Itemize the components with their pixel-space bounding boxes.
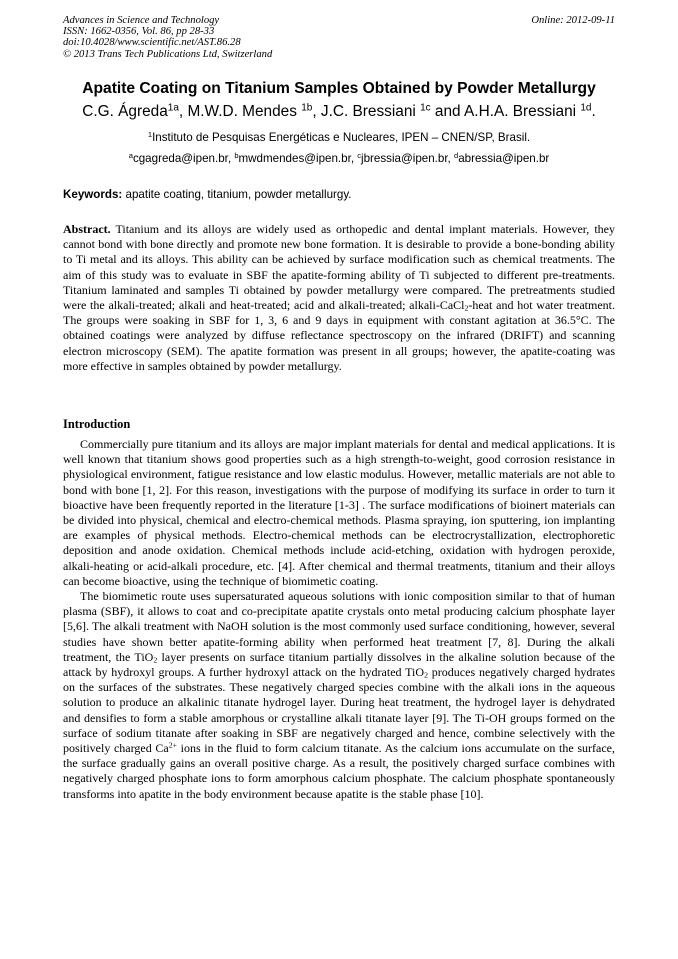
email-mark: d [454, 150, 459, 160]
paragraph-text: Commercially pure titanium and its alloys are major implant materials for dental and medical applications. It is well known that titanium shows good properties such as a high strength-to-weight, good corrosion resistance in physiological environment, fatigue resistance and low elastic modulus. However, metallic materials are not able to bond with bone [1, 2]. For this reason, investigations with the purpose of modifying its surface in order to turn it bioactive have been frequently reported in the literature [1-3] . The surface modifications of bioinert materials can be divided into physical, chemical and electro-chemical methods. Plasma spraying, ion sputtering, ion implanting are examples of physical methods. Electro-chemical methods can be electrocrystallization, electrophoretic deposition and anode oxidation. Chemical methods include acid-etching, oxidation with hydrogen peroxide, alkali-heating or acid-alkali procedure, etc. [4]. After chemical and thermal treatments, titanium and their alloys can become bioactive, using the technique of biomimetic coating. [63, 437, 615, 588]
email-address[interactable]: mwdmendes@ipen.br, [238, 152, 358, 165]
author-name: , J.C. Bressiani [312, 103, 421, 120]
journal-name: Advances in Science and Technology [63, 15, 220, 26]
author-affil-mark: 1c [420, 102, 431, 114]
paragraph [63, 437, 615, 589]
abstract [63, 222, 615, 374]
paragraph [63, 589, 615, 802]
paper-title: Apatite Coating on Titanium Samples Obtained by Powder Metallurgy [82, 80, 596, 97]
author-name: and A.H.A. Bressiani [430, 103, 581, 120]
author-list-end: . [591, 103, 596, 120]
paragraph-text: produces negatively charged hydrates on the surfaces of the substrates. These negatively charged species combine with the alkali ions in the aqueous solution to produce an alkalinic titanate hydrogel layer. During heat treatment, the hydrogel layer is dehydrated and densifies to form a stable amorphous or crystalline alkali titanate layer [9]. The Ti-OH groups formed on the surface of sodium titanate after soaking in SBF are negatively charged and hence, combine selectively with the positively charged Ca [63, 665, 615, 756]
affiliation [0, 131, 678, 144]
keywords-text: apatite coating, titanium, powder metallurgy. [122, 188, 352, 201]
subscript: 2 [464, 303, 469, 313]
online-date: Online: 2012-09-11 [531, 15, 615, 26]
email-mark: c [357, 150, 362, 160]
email-mark: a [128, 150, 133, 160]
paragraph-text: ions in the fluid to form calcium titanate. As the calcium ions accumulate on the surface, the surface gradually gains an overall positive charge. As a result, the positively charged surface combines with negatively charged phosphate ions to form amorphous calcium phosphate. The calcium phosphate spontaneously transforms into apatite in the body environment because apatite is the stable phase [10]. [63, 741, 615, 801]
subscript: 2 [153, 655, 158, 665]
paragraph-text: The biomimetic route uses supersaturated aqueous solutions with ionic composition similar to that of human plasma (SBF), it allows to coat and co-precipitate apatite crystals onto metal producing calcium phosphate layer [5,6]. The alkali treatment with NaOH solution is the most commonly used surface conditioning, however, several studies have shown better apatite-forming ability when performed heat treatment [7, 8]. During the alkali treatment, the TiO [63, 589, 615, 664]
abstract-label: Abstract. [63, 222, 111, 236]
affiliation-mark: 1 [147, 129, 153, 139]
author-affil-mark: 1a [167, 102, 179, 114]
author-name: C.G. Ágreda [82, 103, 168, 120]
email-address[interactable]: jbressia@ipen.br, [361, 152, 455, 165]
journal-header [63, 15, 615, 60]
issn-line: ISSN: 1662-0356, Vol. 86, pp 28-33 [63, 26, 215, 38]
affiliation-text: Instituto de Pesquisas Energéticas e Nucleares, IPEN – CNEN/SP, Brasil. [152, 131, 531, 144]
email-list [0, 152, 678, 165]
abstract-text: -heat and hot water treatment. The groups were soaking in SBF for 1, 3, 6 and 9 days in equipment with constant agitation at 36.5°C. The obtained coatings were analyzed by diffuse reflectance spectroscopy on the infrared (DRIFT) and scanning electron microscopy (SEM). The apatite formation was present in all groups; however, the apatite-coating was more effective in samples obtained by powder metallurgy. [63, 298, 615, 373]
copyright-line: © 2013 Trans Tech Publications Ltd, Switzerland [63, 48, 273, 60]
section-heading-introduction: Introduction [63, 417, 131, 431]
subscript: 2 [424, 670, 428, 680]
author-affil-mark: 1d [580, 102, 592, 114]
email-mark: b [234, 150, 239, 160]
abstract-text: Titanium and its alloys are widely used as orthopedic and dental implant materials. However, they cannot bond with bone directly and promote new bone formation. It is desirable to provide a bone-bonding ability to Ti metal and its alloys. This ability can be achieved by surface modification such as chemical treatments. The aim of this study was to evaluate in SBF the apatite-forming ability of Ti subjected to different pre-treatments. Titanium laminated and samples Ti obtained by powder metallurgy were compared. The pretreatments studied were the alkali-treated; alkali and heat-treated; acid and alkali-treated; alkali-CaCl [63, 222, 615, 313]
doi-line: doi:10.4028/www.scientific.net/AST.86.28 [63, 37, 241, 49]
author-list [0, 103, 678, 121]
introduction-body [63, 437, 615, 802]
author-name: , M.W.D. Mendes [178, 103, 302, 120]
author-affil-mark: 1b [301, 102, 313, 114]
keywords-label: Keywords: [63, 188, 123, 201]
keywords [63, 188, 615, 201]
email-address[interactable]: abressia@ipen.br [458, 152, 550, 165]
paragraph-text: layer presents on surface titanium partially dissolves in the alkaline solution because of the attack by hydroxyl groups. A further hydroxyl attack on the hydrated TiO [63, 649, 615, 680]
superscript: 2+ [168, 740, 177, 750]
email-address[interactable]: cgagreda@ipen.br, [132, 152, 235, 165]
